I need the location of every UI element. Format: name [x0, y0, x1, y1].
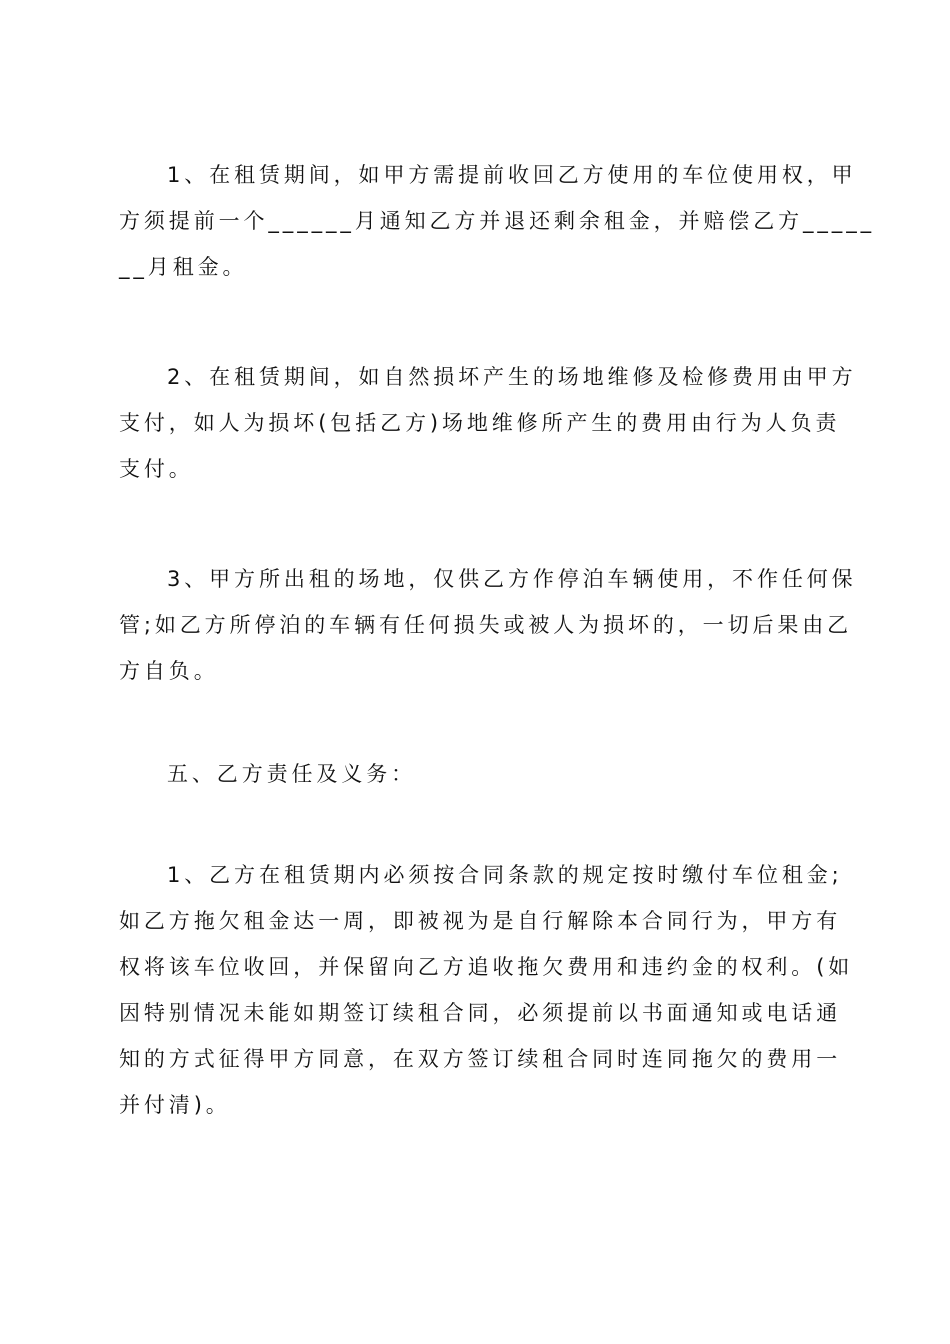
- clause-rent-payment: [119, 852, 854, 1128]
- paragraph-line: 支付，如人为损坏(包括乙方)场地维修所产生的费用由行为人负责: [119, 411, 841, 435]
- paragraph-line: 3、甲方所出租的场地，仅供乙方作停泊车辆使用，不作任何保: [167, 567, 857, 591]
- clause-no-custody: [119, 556, 857, 694]
- paragraph-line: 方自负。: [119, 659, 219, 683]
- paragraph-line: 并付清)。: [119, 1093, 231, 1117]
- paragraph-line: 管;如乙方所停泊的车辆有任何损失或被人为损坏的，一切后果由乙: [119, 613, 853, 637]
- paragraph-line: 2、在租赁期间，如自然损坏产生的场地维修及检修费用由甲方: [167, 365, 857, 389]
- paragraph-line: 1、在租赁期间，如甲方需提前收回乙方使用的车位使用权，甲: [167, 163, 857, 187]
- paragraph-line: __月租金。: [119, 255, 248, 279]
- paragraph-line: 如乙方拖欠租金达一周，即被视为是自行解除本合同行为，甲方有: [119, 909, 842, 933]
- paragraph-line: 权将该车位收回，并保留向乙方追收拖欠费用和违约金的权利。(如: [119, 955, 854, 979]
- section-heading: 五、乙方责任及义务：: [167, 762, 416, 786]
- paragraph-line: 支付。: [119, 457, 194, 481]
- paragraph-line: 因特别情况未能如期签订续租合同，必须提前以书面通知或电话通: [119, 1001, 842, 1025]
- clause-early-recovery: [119, 152, 875, 290]
- paragraph-line: 知的方式征得甲方同意，在双方签订续租合同时连同拖欠的费用一: [119, 1047, 842, 1071]
- paragraph-line: 方须提前一个______月通知乙方并退还剩余租金，并赔偿乙方_____: [119, 209, 875, 233]
- clause-repair-costs: [119, 354, 857, 492]
- section-heading-party-b-duties: [119, 751, 831, 797]
- paragraph-line: 1、乙方在租赁期内必须按合同条款的规定按时缴付车位租金;: [167, 863, 843, 887]
